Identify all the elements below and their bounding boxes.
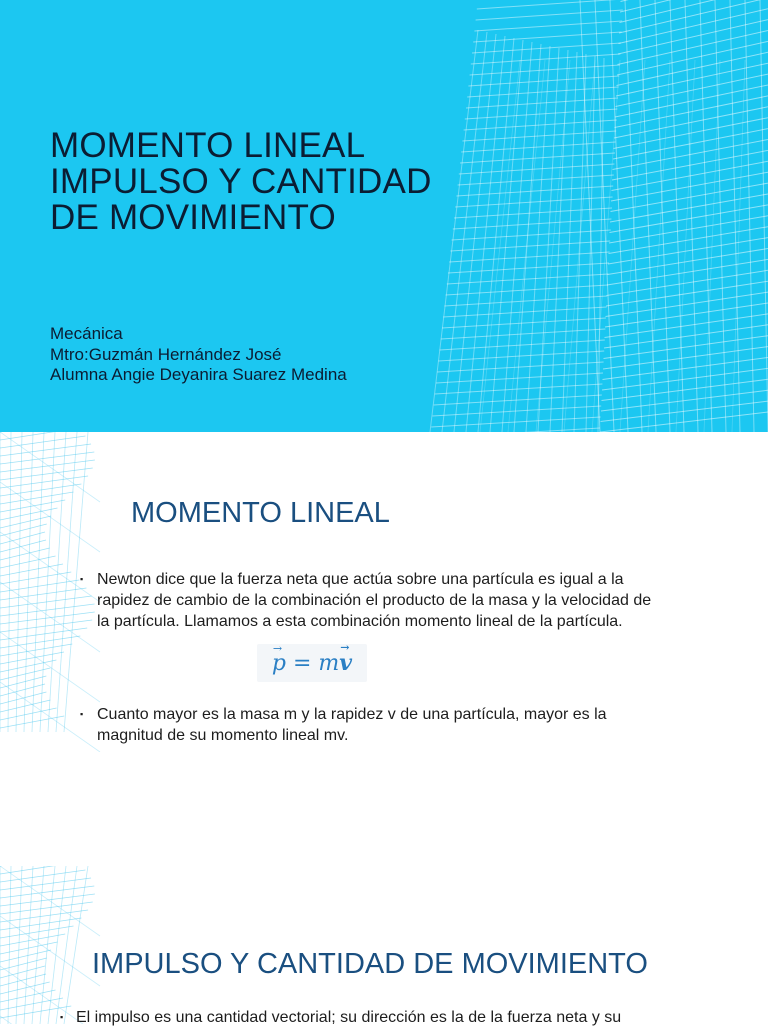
title-line: MOMENTO LINEAL <box>50 128 470 164</box>
wireframe-line <box>0 476 88 488</box>
title-line: IMPULSO Y CANTIDAD <box>50 164 470 200</box>
wireframe-line <box>446 285 608 295</box>
wireframe-line <box>0 958 47 970</box>
wireframe-line <box>0 582 100 652</box>
bullet-marker: ▪ <box>80 704 83 725</box>
wireframe-line <box>0 532 100 602</box>
wireframe-line <box>625 0 642 432</box>
wireframe-line <box>620 60 645 432</box>
wireframe-line <box>616 74 768 106</box>
wireframe-line <box>595 0 614 432</box>
wireframe-line <box>606 292 768 316</box>
wireframe-line <box>602 368 768 390</box>
subject-label: Mecánica <box>50 324 347 345</box>
wireframe-line <box>437 362 603 372</box>
formula-v-vector: → v <box>339 644 352 682</box>
wireframe-line <box>476 10 623 20</box>
bullet-marker: ▪ <box>80 569 83 590</box>
bullet-text: Cuanto mayor es la masa m y la rapidez v de una partícula, mayor es la magnitud de su momento lineal mv. <box>97 706 607 744</box>
wireframe-line <box>0 676 46 688</box>
presentation-subtitle <box>50 324 347 386</box>
bullet-item <box>76 1007 716 1028</box>
wireframe-line <box>715 0 726 432</box>
wireframe-line <box>434 395 602 405</box>
wireframe-line <box>605 303 768 327</box>
wireframe-line <box>621 0 768 2</box>
wireframe-line <box>0 902 93 914</box>
wireframe-line <box>730 0 740 432</box>
wireframe-line <box>616 63 768 96</box>
wireframe-corner-graphic <box>0 866 140 1024</box>
wireframe-line <box>0 484 81 496</box>
wireframe-line <box>605 314 768 338</box>
title-line: DE MOVIMIENTO <box>50 200 470 236</box>
slide-heading: IMPULSO Y CANTIDAD DE MOVIMIENTO <box>92 948 648 981</box>
wireframe-line <box>0 468 93 480</box>
wireframe-line <box>598 58 604 432</box>
wireframe-line <box>477 0 624 9</box>
wireframe-line <box>0 636 80 648</box>
formula-equals: = <box>293 651 311 676</box>
wireframe-line <box>611 183 768 211</box>
wireframe-line <box>617 52 768 85</box>
wireframe-line <box>48 866 66 1024</box>
wireframe-line <box>0 508 57 520</box>
wireframe-line <box>0 926 74 938</box>
wireframe-line <box>56 432 77 732</box>
teacher-label: Mtro:Guzmán Hernández José <box>50 345 347 366</box>
wireframe-line <box>432 406 601 416</box>
bullet-text: Newton dice que la fuerza neta que actúa sobre una partícula es igual a la rapidez de cambio de la combinación el producto de la masa y la velocidad de la partícula. Llamamos a esta combinación momento lineal de la partícula. <box>97 571 651 630</box>
wireframe-line <box>0 866 100 936</box>
wireframe-line <box>48 432 66 732</box>
wireframe-line <box>443 307 606 317</box>
impulso-slide <box>0 866 768 1024</box>
wireframe-line <box>431 417 600 427</box>
wireframe-line <box>604 336 768 359</box>
wireframe-line <box>745 0 754 432</box>
wireframe-line <box>442 318 606 328</box>
wireframe-line <box>617 41 768 75</box>
wireframe-line <box>670 0 684 432</box>
wireframe-line <box>592 60 620 432</box>
bullet-item <box>97 704 657 746</box>
wireframe-line <box>0 620 92 632</box>
bullet-item <box>97 569 657 632</box>
wireframe-line <box>440 340 605 350</box>
wireframe-line <box>441 329 606 339</box>
wireframe-line <box>478 38 514 432</box>
wireframe-line <box>16 432 22 732</box>
momentum-formula <box>257 644 367 682</box>
wireframe-line <box>438 351 604 361</box>
wireframe-line <box>604 325 768 348</box>
wireframe-line <box>0 632 100 702</box>
presentation-title <box>50 128 470 236</box>
wireframe-line <box>603 358 768 380</box>
wireframe-line <box>0 910 88 922</box>
student-label: Alumna Angie Deyanira Suarez Medina <box>50 365 347 386</box>
wireframe-line <box>0 516 51 528</box>
wireframe-line <box>447 274 609 284</box>
formula-mass: m <box>318 651 339 676</box>
wireframe-line <box>474 21 622 31</box>
wireframe-line <box>620 0 768 12</box>
wireframe-line <box>24 866 33 1024</box>
wireframe-line <box>0 652 64 664</box>
wireframe-line <box>603 347 768 369</box>
wireframe-line <box>0 950 51 962</box>
wireframe-line <box>0 500 65 512</box>
title-slide <box>0 0 768 432</box>
wireframe-line <box>436 373 603 383</box>
wireframe-line <box>16 866 22 1024</box>
slide-heading: MOMENTO LINEAL <box>131 497 390 530</box>
bullet-marker: ▪ <box>60 1007 63 1028</box>
wireframe-line <box>435 384 603 394</box>
wireframe-line <box>601 401 768 421</box>
wireframe-line <box>480 60 520 432</box>
wireframe-line <box>606 281 768 306</box>
bullet-text: El impulso es una cantidad vectorial; su dirección es la de la fuerza neta y su <box>76 1009 621 1026</box>
formula-p-vector: → p <box>272 645 286 683</box>
wireframe-line <box>444 296 607 306</box>
